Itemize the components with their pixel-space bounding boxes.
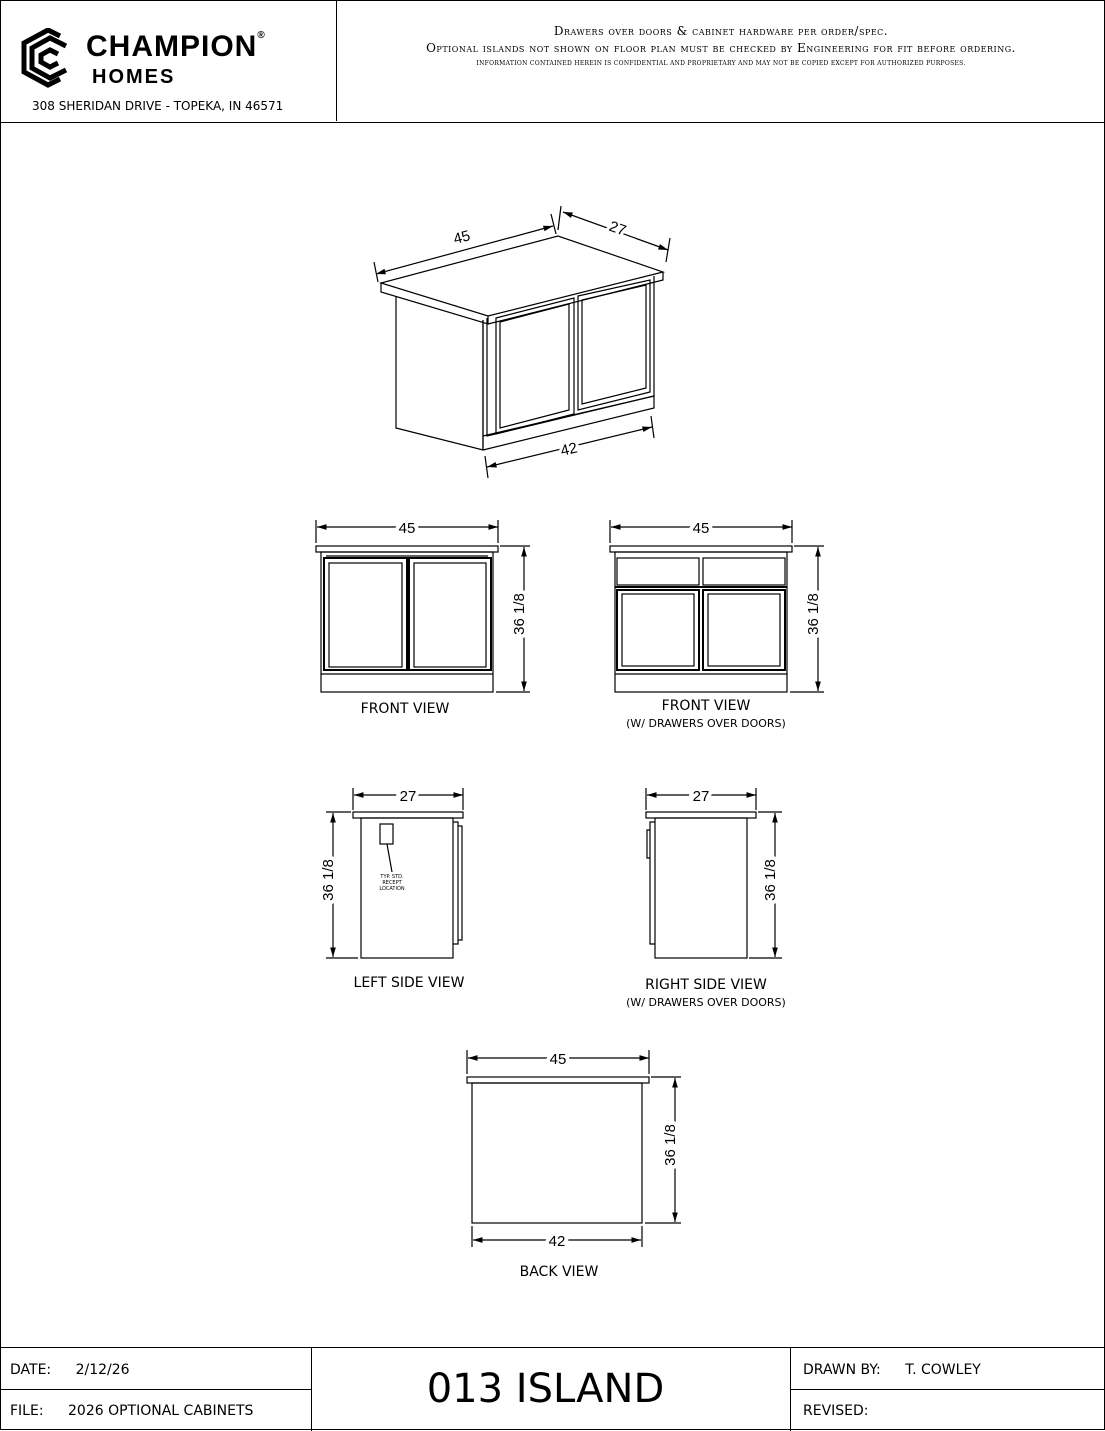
file-value: 2026 OPTIONAL CABINETS	[68, 1403, 254, 1419]
left-recept-note-2: RECEPT	[382, 880, 402, 886]
left-side-view	[326, 788, 463, 958]
title-block-footer	[0, 1347, 1105, 1431]
back-dim-bottom: 42	[548, 1233, 566, 1250]
file-field	[10, 1403, 253, 1419]
company-address: 308 SHERIDAN DRIVE - TOPEKA, IN 46571	[32, 99, 284, 113]
note-drawers: Drawers over doors & cabinet hardware per order/spec.	[553, 24, 889, 38]
logo-box	[0, 0, 337, 121]
front-dim-height: 36 1/8	[511, 593, 528, 635]
header-notes	[337, 24, 1105, 67]
iso-dim-27: 27	[606, 217, 629, 240]
right-dim-height: 36 1/8	[762, 859, 779, 901]
back-view-label: BACK VIEW	[519, 1264, 599, 1280]
back-dim-top: 45	[549, 1051, 567, 1068]
left-side-label: LEFT SIDE VIEW	[353, 975, 465, 991]
front-drawers-dim-width: 45	[692, 520, 710, 537]
drawing-area	[0, 122, 1105, 1347]
date-field	[10, 1362, 130, 1378]
drawn-by-value: T. COWLEY	[905, 1362, 981, 1378]
right-side-label: RIGHT SIDE VIEW	[645, 977, 767, 993]
iso-dim-42: 42	[558, 439, 580, 460]
front-dim-width: 45	[398, 520, 416, 537]
front-view	[316, 520, 530, 692]
left-dim-width: 27	[399, 788, 417, 805]
company-name: CHAMPION®	[86, 30, 266, 63]
date-label: DATE:	[10, 1362, 52, 1378]
right-side-sublabel: (W/ DRAWERS OVER DOORS)	[626, 996, 786, 1009]
title-block-header	[0, 0, 1105, 123]
front-drawers-sublabel: (W/ DRAWERS OVER DOORS)	[626, 717, 786, 730]
champion-logo-icon	[20, 28, 76, 90]
drawn-by-label: DRAWN BY:	[803, 1362, 881, 1378]
revised-label: REVISED:	[803, 1403, 869, 1419]
back-view	[467, 1050, 681, 1247]
footer-row-divider-left	[0, 1389, 311, 1390]
left-dim-height: 36 1/8	[320, 859, 337, 901]
date-value: 2/12/26	[75, 1362, 130, 1378]
company-sub: HOMES	[92, 66, 176, 88]
front-drawers-dim-height: 36 1/8	[805, 593, 822, 635]
back-dim-height: 36 1/8	[662, 1124, 679, 1166]
drawn-by-field	[803, 1362, 981, 1378]
front-drawers-label: FRONT VIEW	[661, 698, 751, 714]
file-label: FILE:	[10, 1403, 44, 1419]
iso-dim-45: 45	[451, 227, 473, 249]
right-dim-width: 27	[692, 788, 710, 805]
front-view-drawers	[610, 520, 824, 692]
left-recept-note-1: TYP. STD.	[380, 874, 404, 880]
note-islands: Optional islands not shown on floor plan must be checked by Engineering for fit before ordering.	[426, 41, 1016, 55]
left-recept-note-3: LOCATION	[379, 886, 405, 892]
isometric-view	[374, 206, 670, 478]
drawing-title: 013 ISLAND	[426, 1366, 665, 1412]
note-confidential: INFORMATION CONTAINED HEREIN IS CONFIDENTIAL AND PROPRIETARY AND MAY NOT BE COPIED EXCEPT FOR AUTHORIZED PURPOSES.	[476, 60, 966, 67]
revised-field	[803, 1403, 889, 1419]
front-view-label: FRONT VIEW	[360, 701, 450, 717]
footer-row-divider-right	[790, 1389, 1105, 1390]
